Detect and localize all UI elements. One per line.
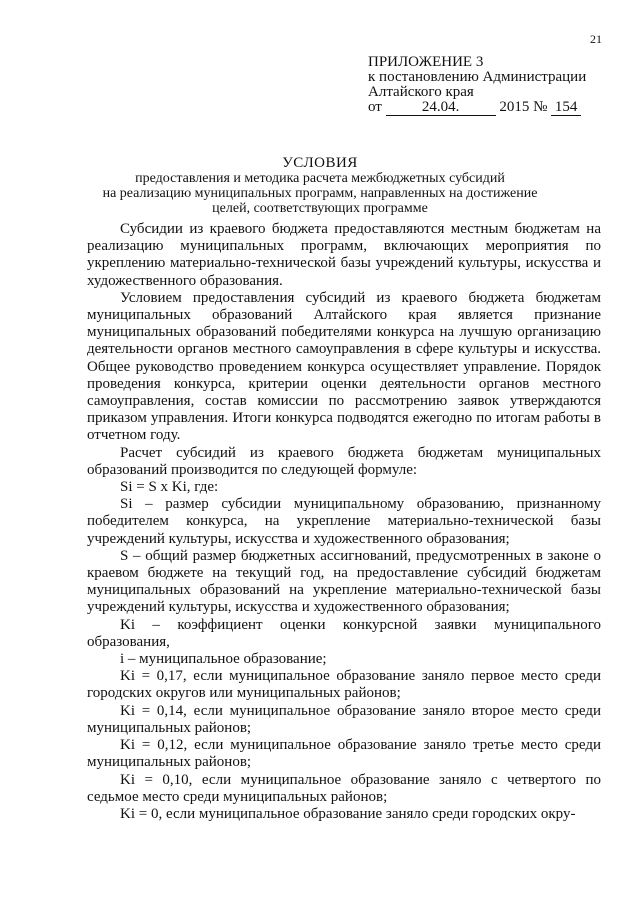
formula: Si = S x Ki, где: (120, 479, 219, 496)
paragraph: Субсидии из краевого бюджета предоставляются местным бюджетам на реализацию муниципальных программ, включающих мероприятия по укреплению материально-технической базы учреждений культуры, искусства и художественного образования. (87, 221, 601, 289)
year: 2015 (499, 99, 530, 115)
paragraph: Ki – коэффициент оценки конкурсной заявки муниципального образования, (87, 616, 601, 650)
document-subtitle-line-2: на реализацию муниципальных программ, направленных на достижение (102, 186, 538, 201)
paragraph: Расчет субсидий из краевого бюджета бюджетам муниципальных образований производится по следующей формуле: (87, 444, 601, 478)
paragraph: Ki = 0,12, если муниципальное образование заняло третье место среди муниципальных районов; (87, 737, 601, 771)
paragraph: Условием предоставления субсидий из краевого бюджета бюджетам муниципальных образований Алтайского края является признание муниципальных образований победителями конкурса на лучшую организацию деятельности органов местного самоуправления в сфере культуры и искусства. Общее руководство проведением конкурса осуществляет управление. Порядок проведения конкурса, критерии оценки деятельности органов местного самоуправления, состав комиссии по рассмотрению заявок утверждаются приказом управления. Итоги конкурса подводятся ежегодно по итогам работы в отчетном году. (87, 289, 601, 444)
document-heading: УСЛОВИЯ (282, 155, 358, 171)
paragraph: Ki = 0,14, если муниципальное образование заняло второе место среди муниципальных районов; (87, 702, 601, 736)
appendix-date-line (368, 99, 581, 116)
appendix-reference: к постановлению Администрации (368, 69, 587, 85)
paragraph: S – общий размер бюджетных ассигнований, предусмотренных в законе о краевом бюджете на текущий год, на предоставление субсидий бюджетам муниципальных образований на укрепление материально-технической базы учреждений культуры, искусства и художественного образования; (87, 547, 601, 616)
document-body (87, 221, 601, 823)
appendix-title: ПРИЛОЖЕНИЕ 3 (368, 54, 484, 70)
paragraph: Ki = 0, если муниципальное образование заняло среди городских окру- (120, 805, 576, 822)
date-prefix: от (368, 99, 382, 115)
document-subtitle-line-1: предоставления и методика расчета межбюджетных субсидий (135, 171, 505, 186)
paragraph: Ki = 0,17, если муниципальное образование заняло первое место среди городских округов или муниципальных районов; (87, 668, 601, 702)
document-subtitle-line-3: целей, соответствующих программе (212, 201, 428, 216)
number-sign: № (533, 99, 548, 115)
paragraph: Ki = 0,10, если муниципальное образование заняло с четвертого по седьмое место среди муниципальных районов; (87, 771, 601, 805)
paragraph: i – муниципальное образование; (120, 651, 327, 668)
decree-number: 154 (551, 100, 581, 116)
paragraph: Si – размер субсидии муниципальному образованию, признанному победителем конкурса, на укрепление материально-технической базы учреждений культуры, искусства и художественного образования; (87, 496, 601, 547)
appendix-region: Алтайского края (368, 84, 474, 100)
date-value: 24.04. (386, 100, 496, 116)
page-number: 21 (590, 32, 602, 46)
